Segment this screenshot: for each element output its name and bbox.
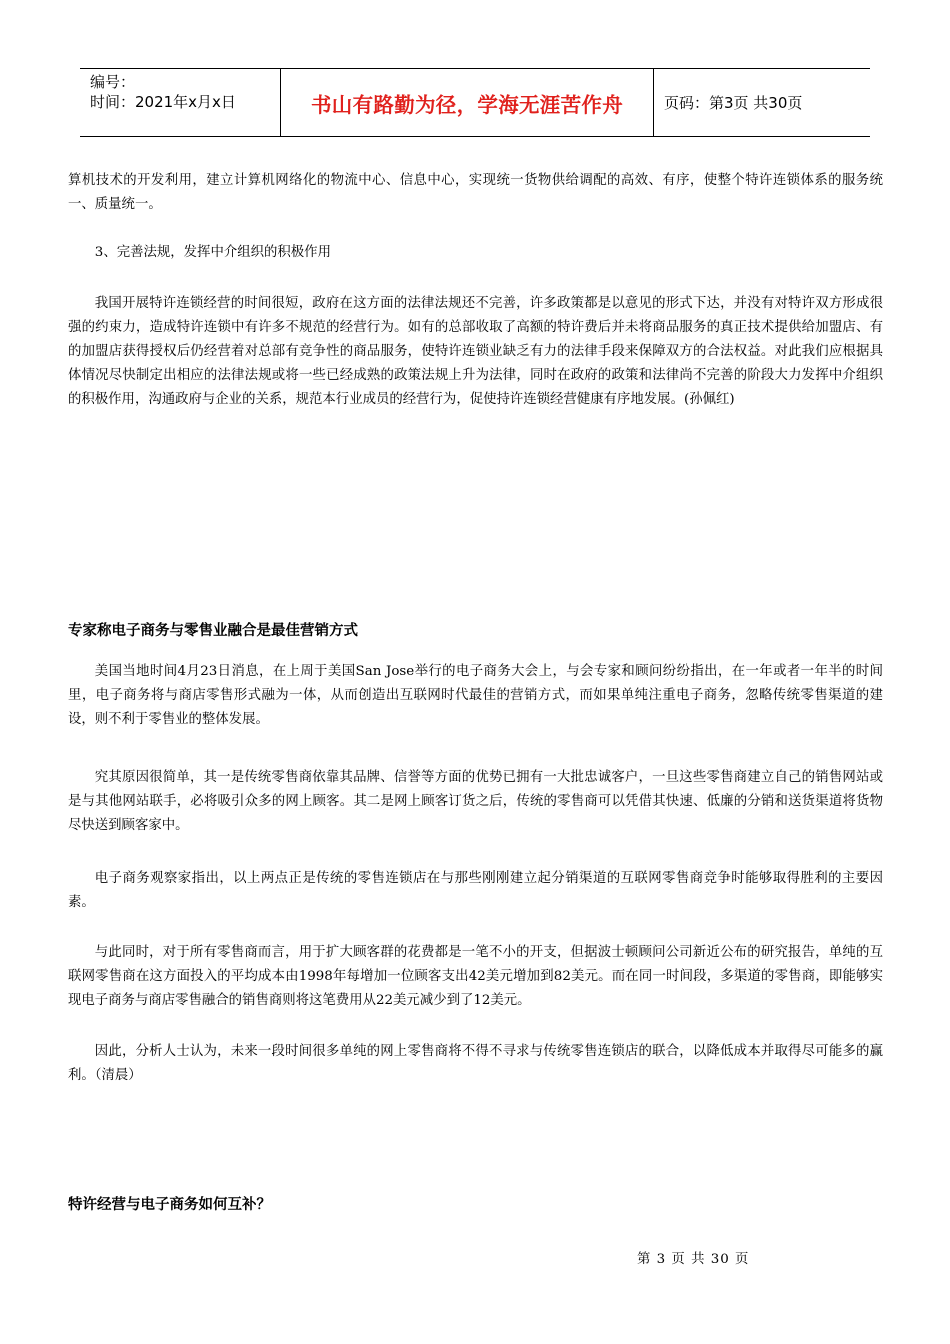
paragraph-costs: 与此同时，对于所有零售商而言，用于扩大顾客群的花费都是一笔不小的开支，但据波士顿顾问公司新近公布的研究报告，单纯的互联网零售商在这方面投入的平均成本由1998年每增加一位顾客支出42美元增加到82美元。而在同一时间段，多渠道的零售商，即能够实现电子商务与商店零售融合的销售商则将这笔费用从22美元减少到了12美元。 <box>68 945 883 1008</box>
article-heading-ecommerce-retail: 专家称电子商务与零售业融合是最佳营销方式 <box>68 623 358 639</box>
paragraph-news-lead: 美国当地时间4月23日消息，在上周于美国San Jose举行的电子商务大会上，与会专家和顾问纷纷指出，在一年或者一年半的时间里，电子商务将与商店零售形式融为一体，从而创造出互联网时代最佳的营销方式，而如果单纯注重电子商务，忽略传统零售渠道的建设，则不利于零售业的整体发展。 <box>68 664 883 727</box>
page-header <box>80 68 870 137</box>
paragraph-reasons: 究其原因很简单，其一是传统零售商依靠其品牌、信誉等方面的优势已拥有一大批忠诚客户，一旦这些零售商建立自己的销售网站或是与其他网站联手，必将吸引众多的网上顾客。其二是网上顾客订货之后，传统的零售商可以凭借其快速、低廉的分销和送货渠道将货物尽快送到顾客家中。 <box>68 770 883 833</box>
paragraph-continued: 算机技术的开发利用，建立计算机网络化的物流中心、信息中心，实现统一货物供给调配的高效、有序，使整个特许连锁体系的服务统一、质量统一。 <box>68 173 883 212</box>
header-motto: 书山有路勤为径，学海无涯苦作舟 <box>281 69 654 136</box>
paragraph-conclusion: 因此，分析人士认为，未来一段时间很多单纯的网上零售商将不得不寻求与传统零售连锁店的联合，以降低成本并取得尽可能多的赢利。（清晨） <box>68 1044 883 1083</box>
page-footer: 第 3 页 共 30 页 <box>637 1252 750 1267</box>
paragraph-observers: 电子商务观察家指出，以上两点正是传统的零售连锁店在与那些刚刚建立起分销渠道的互联网零售商竞争时能够取得胜利的主要因素。 <box>68 871 883 910</box>
header-meta <box>80 69 281 136</box>
document-time-label: 时间：2021年x月x日 <box>90 93 236 111</box>
article-heading-franchise: 特许经营与电子商务如何互补？ <box>68 1197 271 1213</box>
section-subheading: 3、完善法规，发挥中介组织的积极作用 <box>94 245 331 260</box>
paragraph-regulation: 我国开展特许连锁经营的时间很短，政府在这方面的法律法规还不完善，许多政策都是以意见的形式下达，并没有对特许双方形成很强的约束力，造成特许连锁中有许多不规范的经营行为。如有的总部收取了高额的特许费后并未将商品服务的真正技术提供给加盟店、有的加盟店获得授权后仍经营着对总部有竞争性的商品服务，使特许连锁业缺乏有力的法律手段来保障双方的合法权益。对此我们应根据具体情况尽快制定出相应的法律法规或将一些已经成熟的政策法规上升为法律，同时在政府的政策和法律尚不完善的阶段大力发挥中介组织的积极作用，沟通政府与企业的关系，规范本行业成员的经营行为，促使持许连锁经营健康有序地发展。(孙佩红) <box>68 296 883 407</box>
document-number-label: 编号： <box>90 73 136 91</box>
header-page-info: 页码：第3页 共30页 <box>664 94 803 112</box>
